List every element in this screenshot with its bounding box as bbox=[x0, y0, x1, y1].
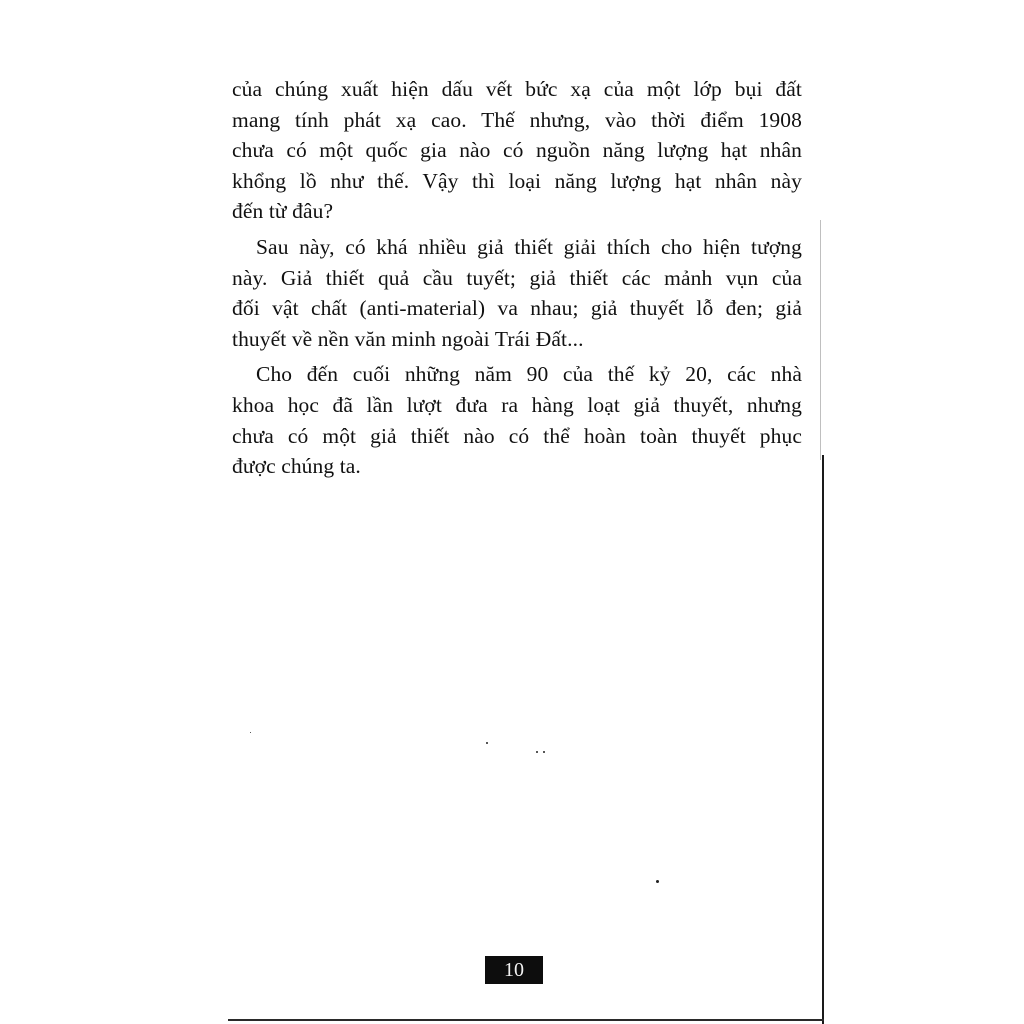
paragraph-3 bbox=[232, 359, 802, 481]
text-line: được chúng ta. bbox=[232, 454, 361, 479]
text-line: đến từ đâu? bbox=[232, 199, 334, 224]
text-line: khổng lồ như thế. Vậy thì loại năng lượng hạt nhân này bbox=[232, 168, 802, 193]
scan-speck bbox=[656, 880, 659, 883]
text-line: này. Giả thiết quả cầu tuyết; giả thiết các mảnh vụn của bbox=[232, 265, 802, 290]
page-edge-right bbox=[822, 455, 832, 1024]
page-number: 10 bbox=[485, 956, 543, 984]
body-text bbox=[232, 74, 802, 482]
paragraph-2 bbox=[232, 232, 802, 354]
scan-speck bbox=[536, 751, 538, 753]
page-edge-bottom bbox=[228, 1019, 824, 1021]
scan-speck bbox=[250, 732, 251, 733]
text-line: mang tính phát xạ cao. Thế nhưng, vào thời điểm 1908 bbox=[232, 107, 802, 132]
text-line: khoa học đã lần lượt đưa ra hàng loạt giả thuyết, nhưng bbox=[232, 392, 802, 417]
text-line: chưa có một giả thiết nào có thể hoàn toàn thuyết phục bbox=[232, 423, 802, 448]
paragraph-1 bbox=[232, 74, 802, 227]
scan-speck bbox=[486, 742, 488, 744]
text-line: của chúng xuất hiện dấu vết bức xạ của một lớp bụi đất bbox=[232, 77, 802, 101]
text-line: thuyết về nền văn minh ngoài Trái Đất... bbox=[232, 326, 584, 351]
page-edge-shadow bbox=[820, 220, 821, 460]
text-line: Sau này, có khá nhiều giả thiết giải thích cho hiện tượng bbox=[256, 234, 802, 259]
text-line: chưa có một quốc gia nào có nguồn năng lượng hạt nhân bbox=[232, 138, 802, 163]
text-line: Cho đến cuối những năm 90 của thế kỷ 20, các nhà bbox=[256, 362, 802, 387]
text-line: đối vật chất (anti-material) va nhau; giả thuyết lỗ đen; giả bbox=[232, 296, 802, 321]
scan-speck bbox=[543, 751, 545, 753]
